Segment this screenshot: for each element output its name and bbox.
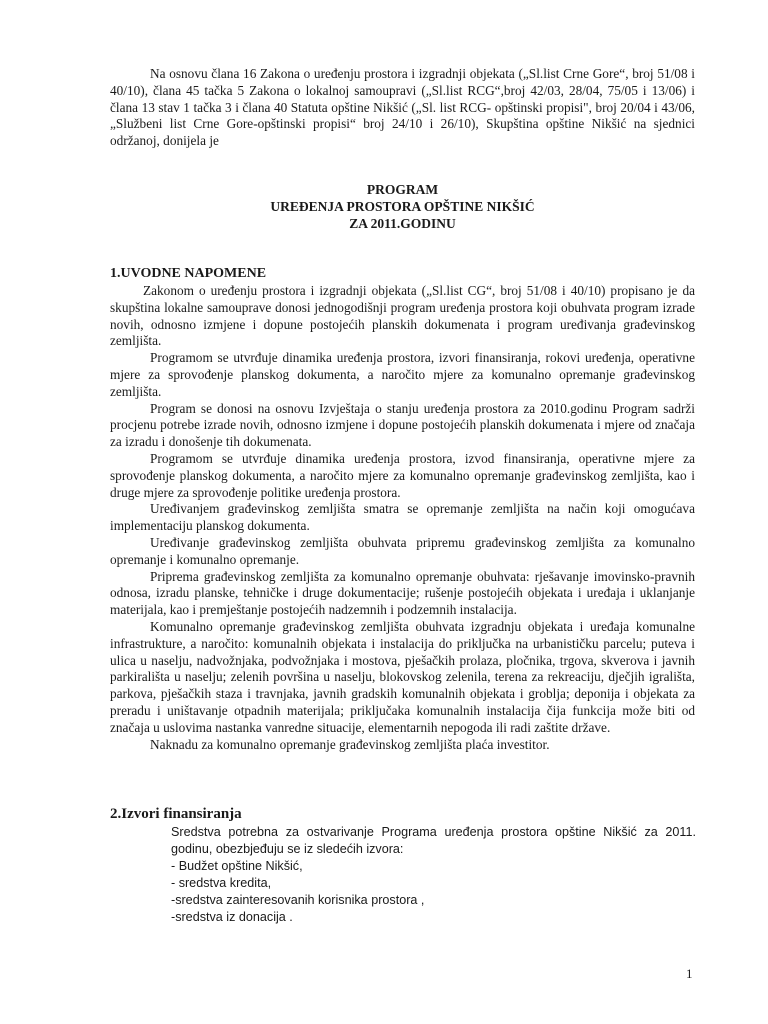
page-number: 1 [686, 966, 693, 981]
section-1-heading: 1.UVODNE NAPOMENE [110, 266, 267, 281]
list-item: - Budžet opštine Nikšić, [171, 859, 303, 873]
section-1-paragraph: Priprema građevinskog zemljišta za komunalno opremanje obuhvata: rješavanje imovinsko-pravnih odnosa, izradu planske, tehničke i druge dokumentacije; rušenje postojećih objekata i uređaja i uklanjanje materijala, kao i premještanje postojećih nadzemnih i podzemnih instalacija. [110, 568, 695, 618]
list-item: -sredstva iz donacija . [171, 910, 293, 924]
section-1-body [110, 283, 695, 753]
title-line-1: PROGRAM [366, 182, 439, 197]
section-1-paragraph: Zakonom o uređenju prostora i izgradnji objekata („Sl.list CG“, broj 51/08 i 40/10) propisano je da skupština lokalne samouprave donosi jednogodišnji program uređenja prostora koji obuhvata program izrade novih, odnosno izmjene i dopune postojećih planskih dokumenata i program uređivanja građevinskog zemljišta. [110, 283, 695, 349]
list-item: - sredstva kredita, [171, 876, 272, 890]
title-line-2: UREĐENJA PROSTORA OPŠTINE NIKŠIĆ [270, 199, 535, 214]
section-2-lead: Sredstva potrebna za ostvarivanje Programa uređenja prostora opštine Nikšić za 2011. godinu, obezbjeđuju se iz sledećih izvora: [171, 825, 696, 856]
section-1-paragraph: Programom se utvrđuje dinamika uređenja prostora, izvod finansiranja, operativne mjere za sprovođenje planskog dokumenta, a naročito mjere za komunalno opremanje građevinskog zemljišta, kao i druge mjere za sprovođenje politike uređenja prostora. [110, 450, 695, 500]
section-1-paragraph: Komunalno opremanje građevinskog zemljišta obuhvata izgradnju objekata i uređaja komunalne infrastrukture, a naročito: komunalnih objekata i instalacija do priključka na urbanističku parcelu; puteva i ulica u naselju, nadvožnjaka, podvožnjaka i mostova, pješačkih prolaza, pločnika, trgova, skverova i javnih parkirališta u naselju; zelenih površina u naselju, blokovskog zelenila, terena za rekreaciju, dječjih igrališta, parkova, pješačkih staza i travnjaka, javnih gradskih komunalnih objekata i groblja; deponija i objekata za preradu i uništavanje otpadnih materijala; priključaka komunalnih instalacija čija funkcija može biti od značaja u uslovima nastanka vanredne situacije, elementarnih nepogoda ili radi zaštite države. [110, 618, 695, 735]
document-title [110, 181, 695, 232]
title-line-3: ZA 2011.GODINU [349, 216, 456, 231]
section-1-paragraph: Uređivanje građevinskog zemljišta obuhvata pripremu građevinskog zemljišta za komunalno opremanje i komunalno opremanje. [110, 534, 695, 567]
section-1-paragraph: Naknadu za komunalno opremanje građevinskog zemljišta plaća investitor. [150, 736, 550, 752]
funding-sources-list [171, 858, 696, 926]
section-1-paragraph: Program se donosi na osnovu Izvještaja o stanju uređenja prostora za 2010.godinu Program sadrži procjenu potrebe izrade novih, odnosno izmjene i dopune postojećih planskih dokumenata i mjere od značaja za izradu i donošenje tih dokumenata. [110, 400, 695, 450]
section-2-heading: 2.Izvori finansiranja [110, 806, 242, 822]
list-item: -sredstva zainteresovanih korisnika prostora , [171, 893, 425, 907]
intro-paragraph: Na osnovu člana 16 Zakona o uređenju prostora i izgradnji objekata („Sl.list Crne Gore“, broj 51/08 i 40/10), člana 45 tačka 5 Zakona o lokalnoj samoupravi („Sl.list RCG“,broj 42/03, 28/04, 75/05 i 13/06) i člana 13 stav 1 tačka 3 i člana 40 Statuta opštine Nikšić („Sl. list RCG- opštinski propisi", broj 20/04 i 43/06, „Službeni list Crne Gore-opštinski propisi“ broj 24/10 i 26/10), Skupština opštine Nikšić na sjednici održanoj, donijela je [110, 66, 695, 149]
section-2-body [171, 824, 696, 926]
section-1-paragraph: Uređivanjem građevinskog zemljišta smatra se opremanje zemljišta na način koji omogućava implementaciju planskog dokumenta. [110, 501, 695, 534]
intro-block [110, 66, 695, 150]
section-1-paragraph: Programom se utvrđuje dinamika uređenja prostora, izvori finansiranja, rokovi uređenja, operativne mjere za sprovođenje planskog dokumenta, a naročito mjere za komunalno opremanje građevinskog zemljišta. [110, 350, 695, 399]
